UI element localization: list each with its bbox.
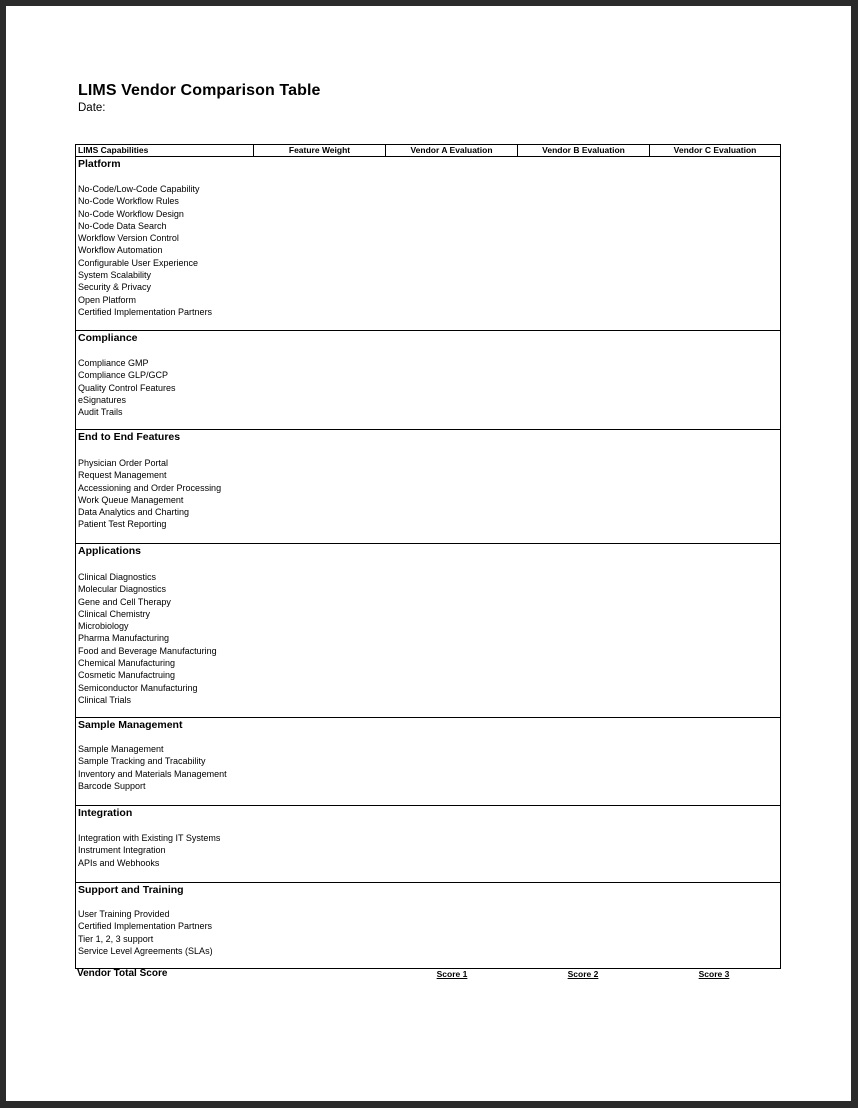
list-item: No-Code/Low-Code Capability xyxy=(78,184,200,194)
list-item: Food and Beverage Manufacturing xyxy=(78,645,217,656)
list-item: Workflow Automation xyxy=(78,245,163,256)
header-feature-weight: Feature Weight xyxy=(254,145,386,156)
score-vendor-c: Score 3 xyxy=(698,969,730,979)
list-item: Microbiology xyxy=(78,621,129,632)
item-list xyxy=(78,832,220,869)
score-vendor-b: Score 2 xyxy=(567,969,599,979)
header-vendor-b: Vendor B Evaluation xyxy=(518,145,650,156)
list-item: Request Management xyxy=(78,470,167,481)
section-title: Sample Management xyxy=(78,719,183,731)
list-item: Open Platform xyxy=(78,294,137,305)
section-title: Support and Training xyxy=(78,884,184,896)
list-item: Clinical Diagnostics xyxy=(78,572,157,582)
list-item: Certified Implementation Partners xyxy=(78,921,213,932)
section-end-to-end-features xyxy=(76,430,780,544)
list-item: Compliance GLP/GCP xyxy=(78,370,169,381)
list-item: Chemical Manufacturing xyxy=(78,658,176,669)
section-title: Applications xyxy=(78,545,142,557)
item-list xyxy=(78,457,221,531)
list-item: Gene and Cell Therapy xyxy=(78,596,171,607)
list-item: Pharma Manufacturing xyxy=(78,633,170,644)
section-applications xyxy=(76,544,780,718)
list-item: Barcode Support xyxy=(78,780,146,791)
list-item: Quality Control Features xyxy=(78,382,176,393)
table-header-row xyxy=(76,145,780,157)
list-item: User Training Provided xyxy=(78,909,170,919)
item-list xyxy=(78,571,217,706)
list-item: Compliance GMP xyxy=(78,358,149,368)
list-item: Data Analytics and Charting xyxy=(78,507,190,518)
list-item: Service Level Agreements (SLAs) xyxy=(78,945,213,956)
list-item: Clinical Trials xyxy=(78,694,132,705)
list-item: APIs and Webhooks xyxy=(78,857,160,868)
list-item: Work Queue Management xyxy=(78,494,184,505)
list-item: Tier 1, 2, 3 support xyxy=(78,933,154,944)
list-item: Molecular Diagnostics xyxy=(78,584,167,595)
date-label: Date: xyxy=(78,102,106,114)
item-list xyxy=(78,908,213,957)
list-item: eSignatures xyxy=(78,394,127,405)
list-item: Sample Management xyxy=(78,744,164,754)
list-item: Audit Trails xyxy=(78,407,123,418)
document-title: LIMS Vendor Comparison Table xyxy=(78,82,321,99)
section-integration xyxy=(76,806,780,883)
section-sample-management xyxy=(76,718,780,806)
list-item: Security & Privacy xyxy=(78,282,152,293)
section-platform xyxy=(76,157,780,331)
list-item: No-Code Workflow Design xyxy=(78,208,184,219)
section-title: End to End Features xyxy=(78,431,181,443)
section-title: Integration xyxy=(78,807,133,819)
list-item: Instrument Integration xyxy=(78,845,166,856)
header-vendor-a: Vendor A Evaluation xyxy=(386,145,518,156)
vendor-total-score-label: Vendor Total Score xyxy=(77,968,168,979)
section-compliance xyxy=(76,331,780,430)
comparison-table xyxy=(75,144,781,969)
item-list xyxy=(78,357,176,418)
header-vendor-c: Vendor C Evaluation xyxy=(673,145,757,155)
list-item: Patient Test Reporting xyxy=(78,519,167,530)
list-item: No-Code Workflow Rules xyxy=(78,196,179,207)
list-item: System Scalability xyxy=(78,270,152,281)
section-title: Compliance xyxy=(78,332,138,344)
document-page xyxy=(6,6,851,1101)
list-item: Configurable User Experience xyxy=(78,257,199,268)
item-list xyxy=(78,183,212,318)
list-item: Integration with Existing IT Systems xyxy=(78,833,221,843)
total-score-row xyxy=(77,968,779,984)
section-title: Platform xyxy=(78,158,121,170)
list-item: Certified Implementation Partners xyxy=(78,306,213,317)
list-item: Cosmetic Manufactruing xyxy=(78,670,176,681)
list-item: Clinical Chemistry xyxy=(78,608,151,619)
list-item: Semiconductor Manufacturing xyxy=(78,682,198,693)
item-list xyxy=(78,743,227,792)
section-support-and-training xyxy=(76,883,780,969)
list-item: No-Code Data Search xyxy=(78,220,167,231)
list-item: Accessioning and Order Processing xyxy=(78,482,222,493)
score-vendor-a: Score 1 xyxy=(436,969,468,979)
list-item: Workflow Version Control xyxy=(78,233,179,244)
list-item: Sample Tracking and Tracability xyxy=(78,756,206,767)
list-item: Physician Order Portal xyxy=(78,458,169,468)
header-capabilities: LIMS Capabilities xyxy=(76,145,254,156)
list-item: Inventory and Materials Management xyxy=(78,768,227,779)
